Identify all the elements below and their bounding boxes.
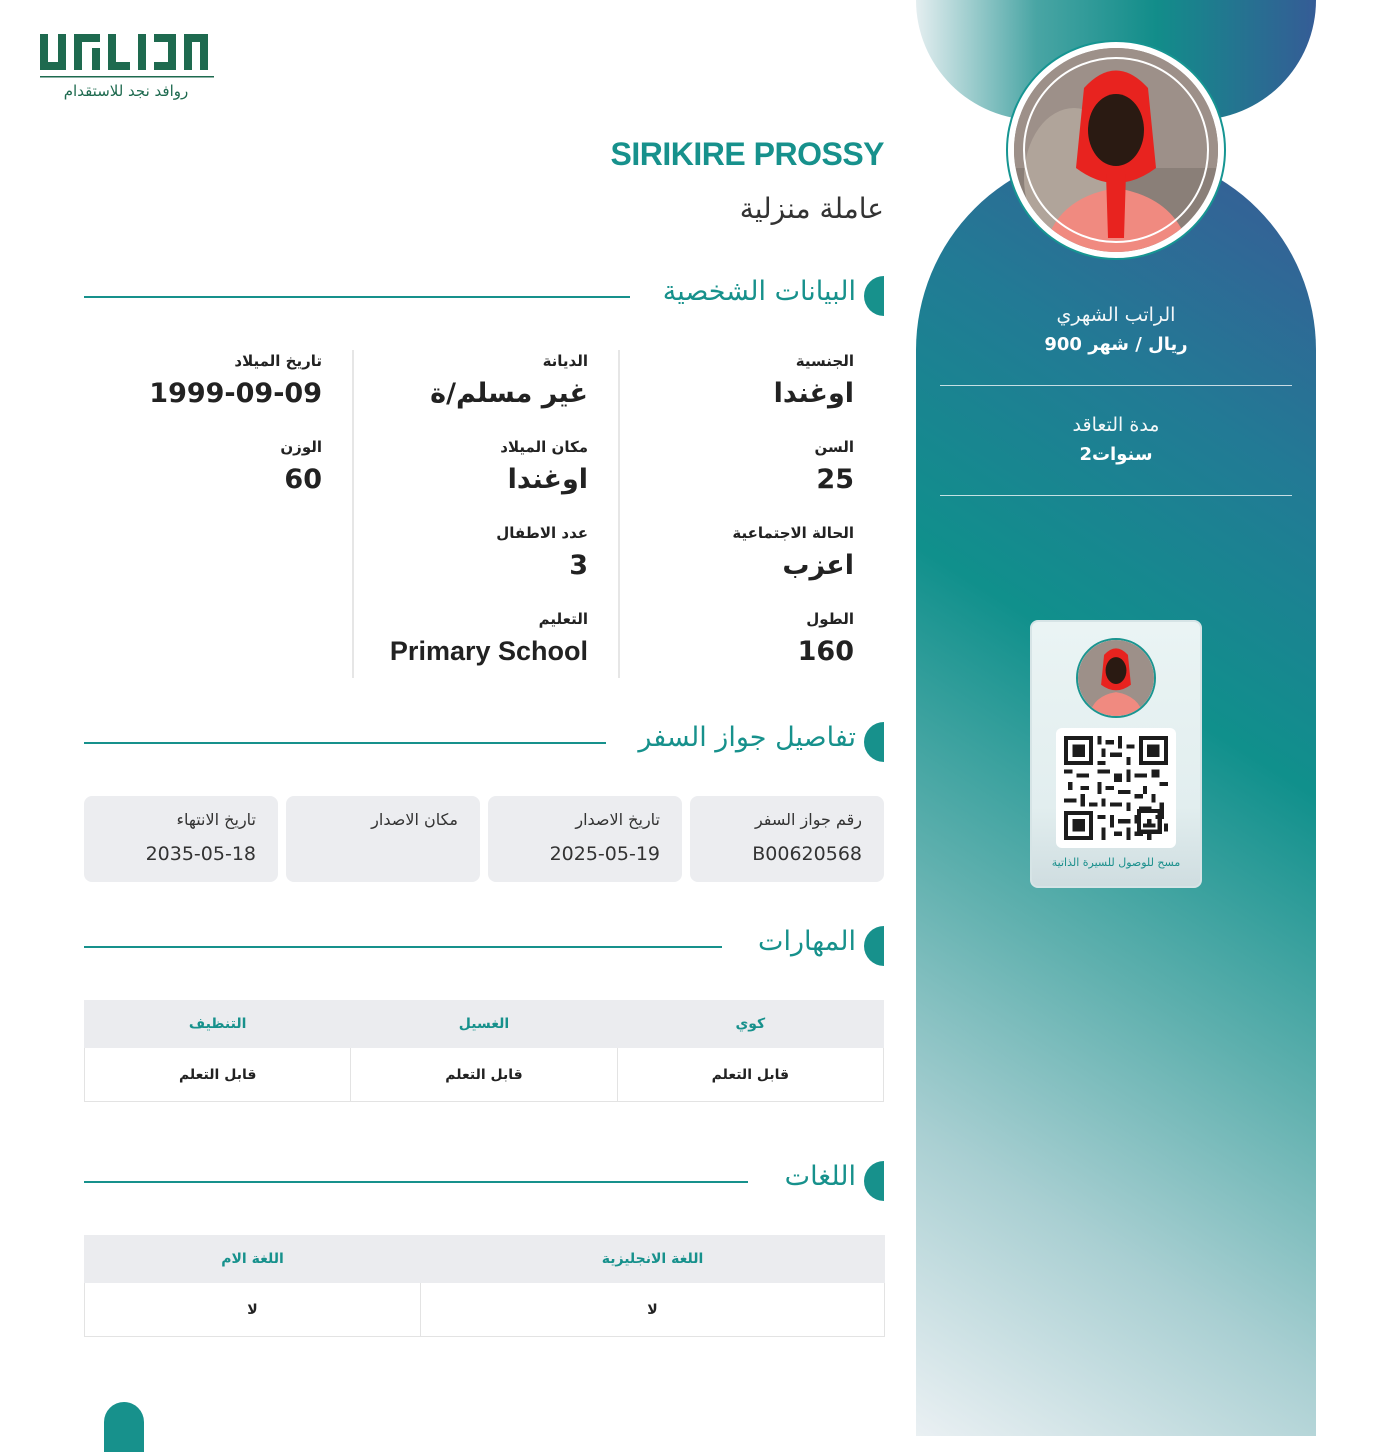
section-header-skills xyxy=(84,926,884,968)
personal-column-1 xyxy=(618,350,884,678)
table-header-row xyxy=(85,1001,884,1048)
field-label: مكان الميلاد xyxy=(500,438,588,456)
table-cell: لا xyxy=(421,1283,885,1337)
field-value: اوغندا xyxy=(773,378,854,409)
field-value: 60 xyxy=(284,464,322,495)
divider xyxy=(940,385,1292,386)
skills-table xyxy=(84,1000,884,1102)
section-cap xyxy=(864,1161,884,1201)
field-label: الديانة xyxy=(542,352,588,370)
field-religion xyxy=(430,352,588,409)
qr-caption: مسح للوصول للسيرة الذاتية xyxy=(1051,856,1181,869)
field-label: الجنسية xyxy=(795,352,854,370)
passport-number-card xyxy=(690,796,884,882)
section-line xyxy=(84,296,630,298)
field-birthplace xyxy=(500,438,588,495)
field-marital xyxy=(732,524,854,581)
person-photo-icon xyxy=(1078,640,1154,716)
card-value: 2035-05-18 xyxy=(145,843,256,865)
table-cell: قابل التعلم xyxy=(617,1048,883,1102)
qr-code[interactable] xyxy=(1056,728,1176,848)
field-label: الطول xyxy=(806,610,854,628)
contract-label: مدة التعاقد xyxy=(1072,414,1160,436)
table-header: الغسيل xyxy=(351,1001,617,1048)
section-line xyxy=(84,1181,748,1183)
section-cap xyxy=(864,276,884,316)
field-value: غير مسلم/ة xyxy=(430,378,588,409)
section-header-languages xyxy=(84,1161,884,1203)
section-title: اللغات xyxy=(784,1161,856,1192)
passport-issue-date-card xyxy=(488,796,682,882)
field-label: الوزن xyxy=(280,438,322,456)
field-label: تاريخ الميلاد xyxy=(234,352,322,370)
section-title: تفاصيل جواز السفر xyxy=(638,722,856,753)
field-value: اوغندا xyxy=(507,464,588,495)
table-cell: قابل التعلم xyxy=(351,1048,617,1102)
table-row xyxy=(85,1283,885,1337)
salary-value: 900 ريال / شهر xyxy=(1044,334,1188,355)
qr-card[interactable] xyxy=(1030,620,1202,888)
field-label: الحالة الاجتماعية xyxy=(732,524,854,542)
avatar-inner-ring xyxy=(1023,57,1209,243)
field-label: التعليم xyxy=(538,610,588,628)
card-value: B00620568 xyxy=(752,843,862,865)
field-value: 25 xyxy=(816,464,854,495)
table-cell: قابل التعلم xyxy=(85,1048,351,1102)
passport-expiry-card xyxy=(84,796,278,882)
candidate-name: SIRIKIRE PROSSY xyxy=(610,136,884,172)
field-age xyxy=(814,438,854,495)
table-header: التنظيف xyxy=(85,1001,351,1048)
section-header-personal xyxy=(84,276,884,318)
languages-table xyxy=(84,1235,885,1337)
table-header-row xyxy=(85,1236,885,1283)
personal-column-3 xyxy=(86,350,352,678)
field-height xyxy=(798,610,854,667)
salary-label: الراتب الشهري xyxy=(1056,304,1176,326)
card-value: 2025-05-19 xyxy=(549,843,660,865)
table-header: اللغة الام xyxy=(85,1236,421,1283)
salary-block xyxy=(940,304,1292,355)
card-label: رقم جواز السفر xyxy=(754,810,862,829)
card-label: مكان الاصدار xyxy=(371,810,458,829)
contract-block xyxy=(940,414,1292,465)
passport-issue-place-card xyxy=(286,796,480,882)
section-line xyxy=(84,946,722,948)
qr-code-icon xyxy=(1064,736,1168,840)
column-divider xyxy=(618,350,620,678)
field-education xyxy=(390,610,588,667)
section-header-passport xyxy=(84,722,884,764)
field-value: Primary School xyxy=(389,636,588,666)
field-nationality xyxy=(774,352,854,409)
table-cell: لا xyxy=(85,1283,421,1337)
section-title: المهارات xyxy=(758,926,856,957)
field-value: 160 xyxy=(797,636,854,667)
section-cap xyxy=(864,722,884,762)
field-birthdate xyxy=(149,352,322,409)
section-title: البيانات الشخصية xyxy=(662,276,856,307)
section-line xyxy=(84,742,606,744)
field-label: عدد الاطفال xyxy=(496,524,588,542)
decorative-pill xyxy=(104,1402,144,1452)
personal-column-2 xyxy=(352,350,618,678)
field-value: 1999-09-09 xyxy=(149,378,322,409)
field-weight xyxy=(280,438,322,495)
qr-avatar xyxy=(1076,638,1156,718)
contract-value: 2سنوات xyxy=(1079,444,1153,465)
divider xyxy=(940,495,1292,496)
section-cap xyxy=(864,926,884,966)
job-title: عاملة منزلية xyxy=(739,192,884,225)
table-row xyxy=(85,1048,884,1102)
field-children xyxy=(496,524,588,581)
brand-logo-text: روافد نجد للاستقدام xyxy=(63,82,189,100)
table-header: كوي xyxy=(617,1001,883,1048)
field-label: السن xyxy=(814,438,854,456)
card-label: تاريخ الانتهاء xyxy=(176,810,256,829)
field-value: 3 xyxy=(569,550,588,581)
card-label: تاريخ الاصدار xyxy=(575,810,660,829)
table-header: اللغة الانجليزية xyxy=(421,1236,885,1283)
field-value: اعزب xyxy=(782,550,854,581)
